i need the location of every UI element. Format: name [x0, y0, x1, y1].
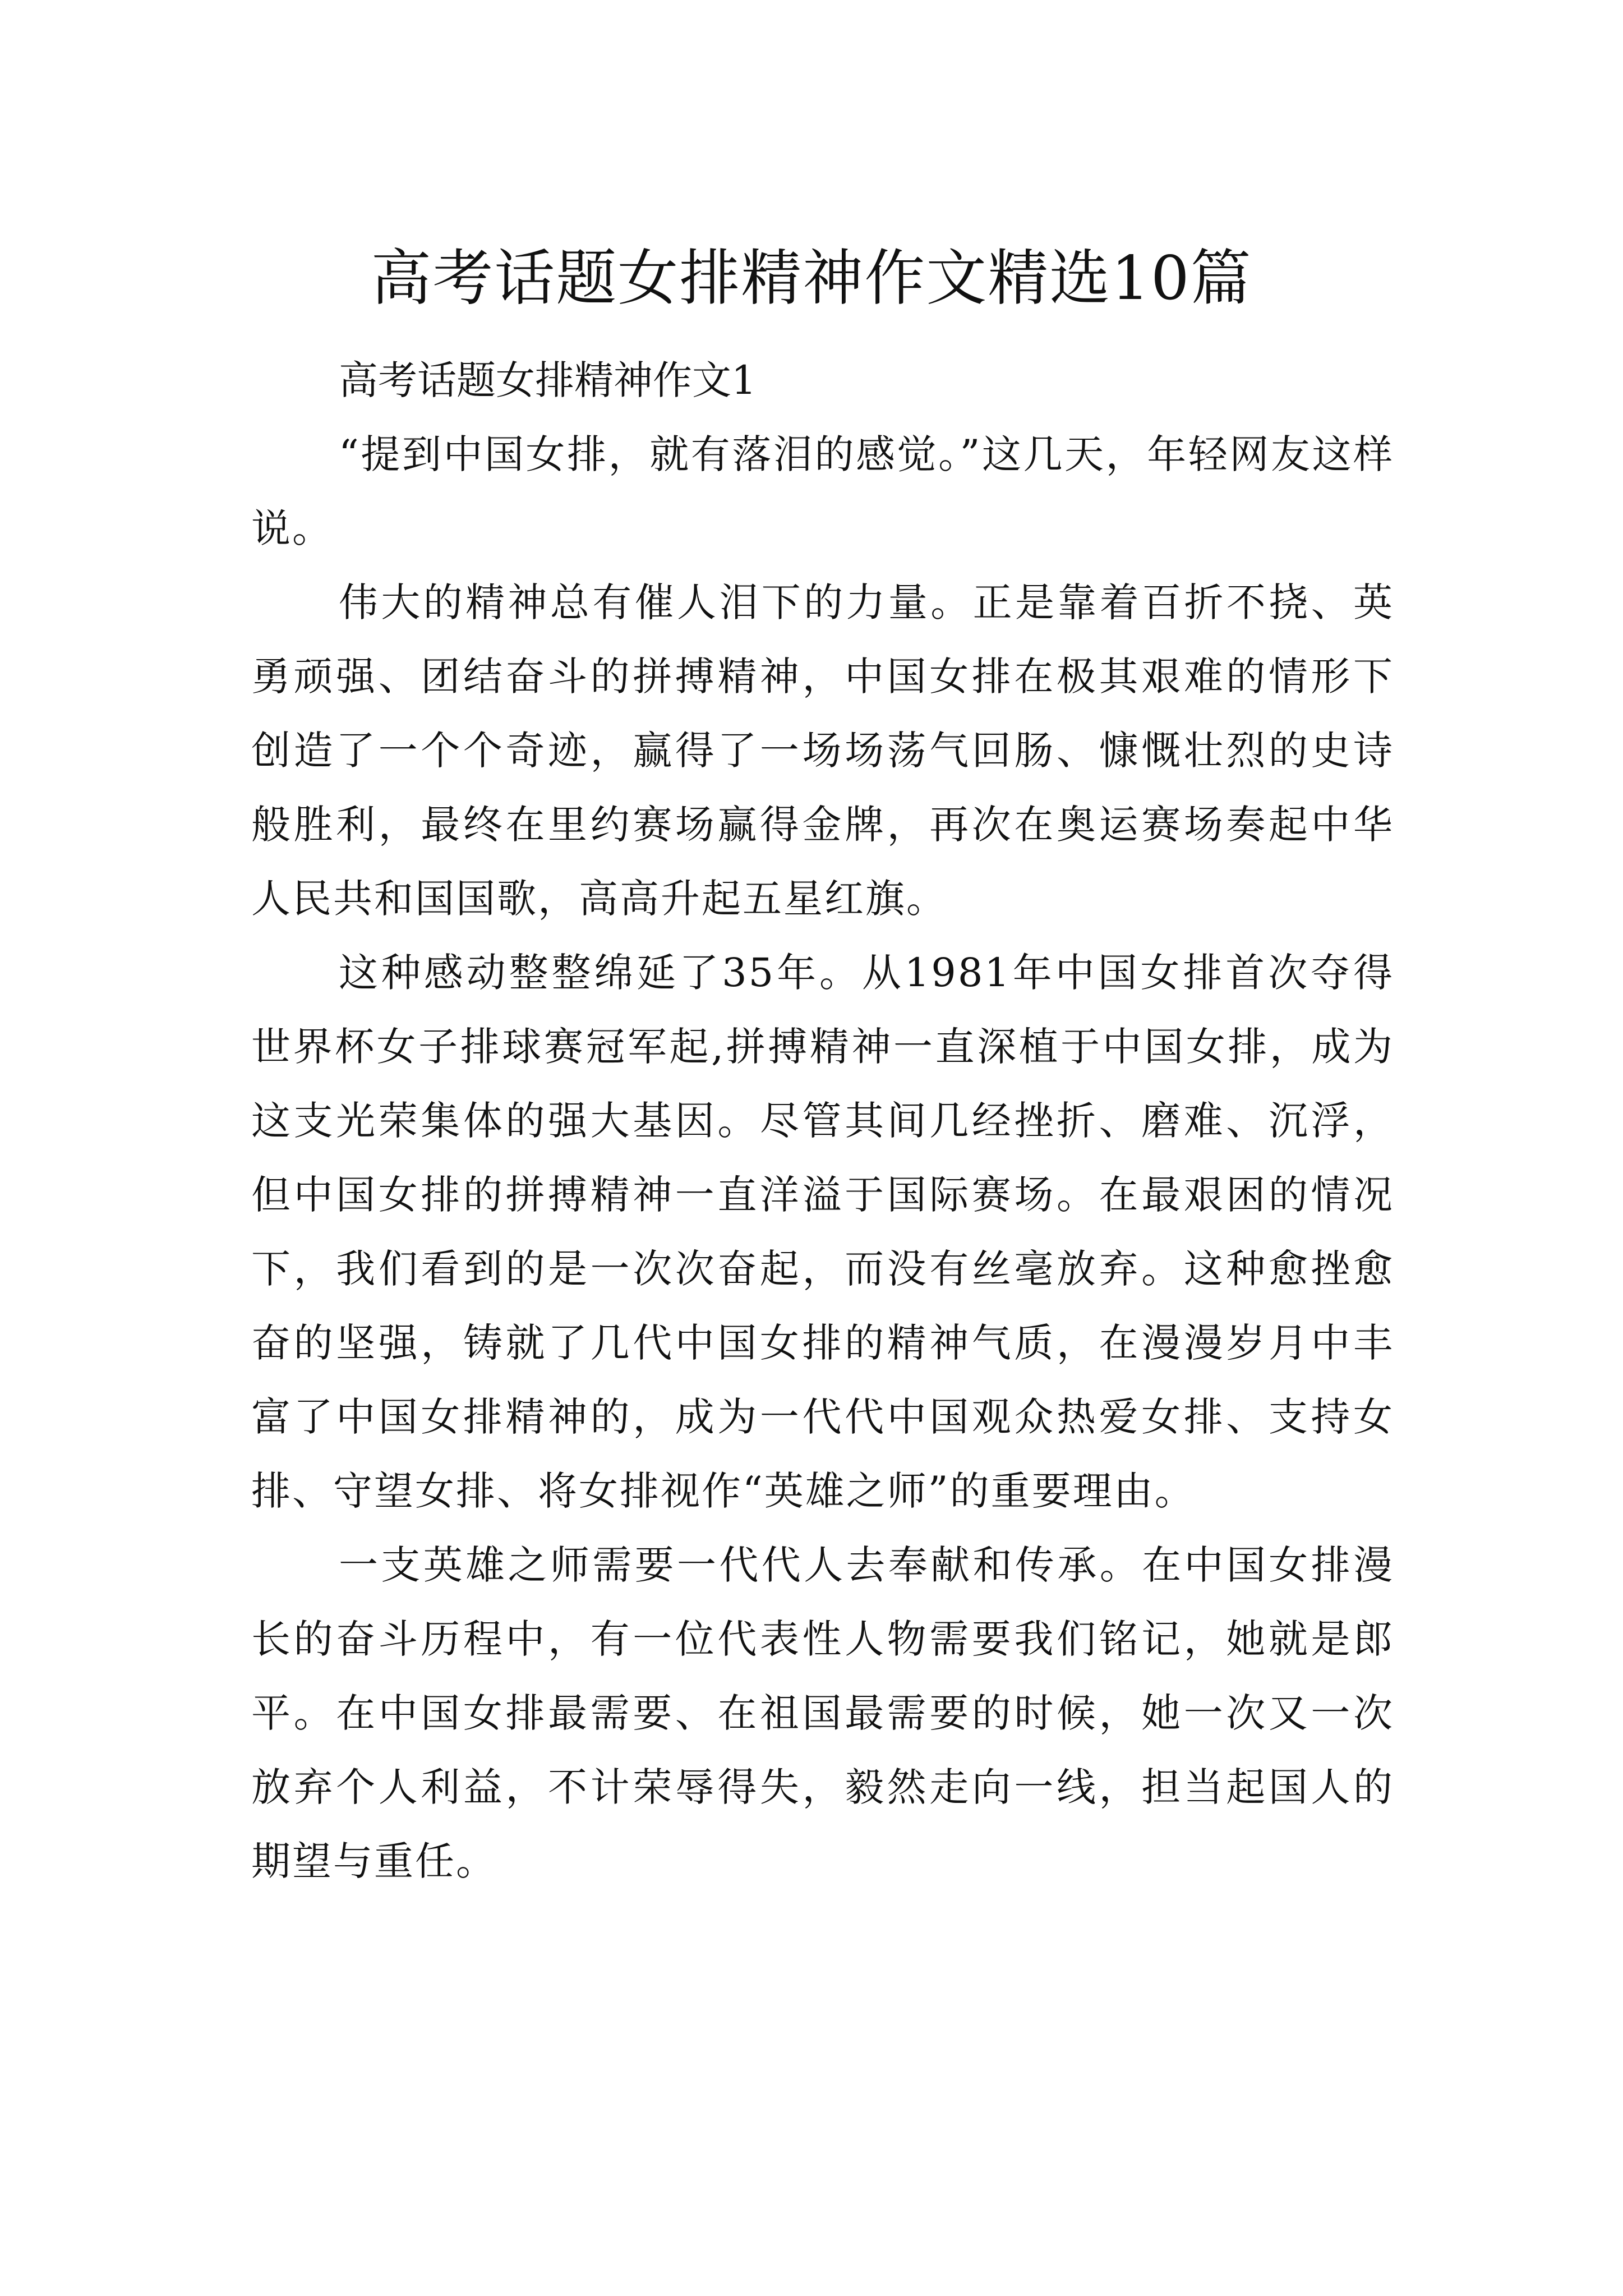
paragraph: 这种感动整整绵延了35年。从1981年中国女排首次夺得世界杯女子排球赛冠军起,拼搏精神一直深植于中国女排，成为这支光荣集体的强大基因。尽管其间几经挫折、磨难、沉浮，但中国女排的拼搏精神一直洋溢于国际赛场。在最艰困的情况下，我们看到的是一次次奋起，而没有丝毫放弃。这种愈挫愈奋的坚强，铸就了几代中国女排的精神气质，在漫漫岁月中丰富了中国女排精神的，成为一代代中国观众热爱女排、支持女排、守望女排、将女排视作“英雄之师”的重要理由。 — [251, 950, 1394, 1514]
document-title: 高考话题女排精神作文精选10篇 — [371, 243, 1252, 314]
document-body — [251, 343, 1394, 1898]
paragraph: “提到中国女排，就有落泪的感觉。”这几天，年轻网友这样说。 — [251, 431, 1394, 551]
paragraph: 伟大的精神总有催人泪下的力量。正是靠着百折不挠、英勇顽强、团结奋斗的拼搏精神，中国女排在极其艰难的情形下创造了一个个奇迹，赢得了一场场荡气回肠、慷慨壮烈的史诗般胜利，最终在里约赛场赢得金牌，再次在奥运赛场奏起中华人民共和国国歌，高高升起五星红旗。 — [251, 579, 1394, 922]
section-heading: 高考话题女排精神作文1 — [339, 357, 757, 403]
paragraph: 一支英雄之师需要一代代人去奉献和传承。在中国女排漫长的奋斗历程中，有一位代表性人物需要我们铭记，她就是郎平。在中国女排最需要、在祖国最需要的时候，她一次又一次放弃个人利益，不计荣辱得失，毅然走向一线，担当起国人的期望与重任。 — [251, 1542, 1394, 1884]
